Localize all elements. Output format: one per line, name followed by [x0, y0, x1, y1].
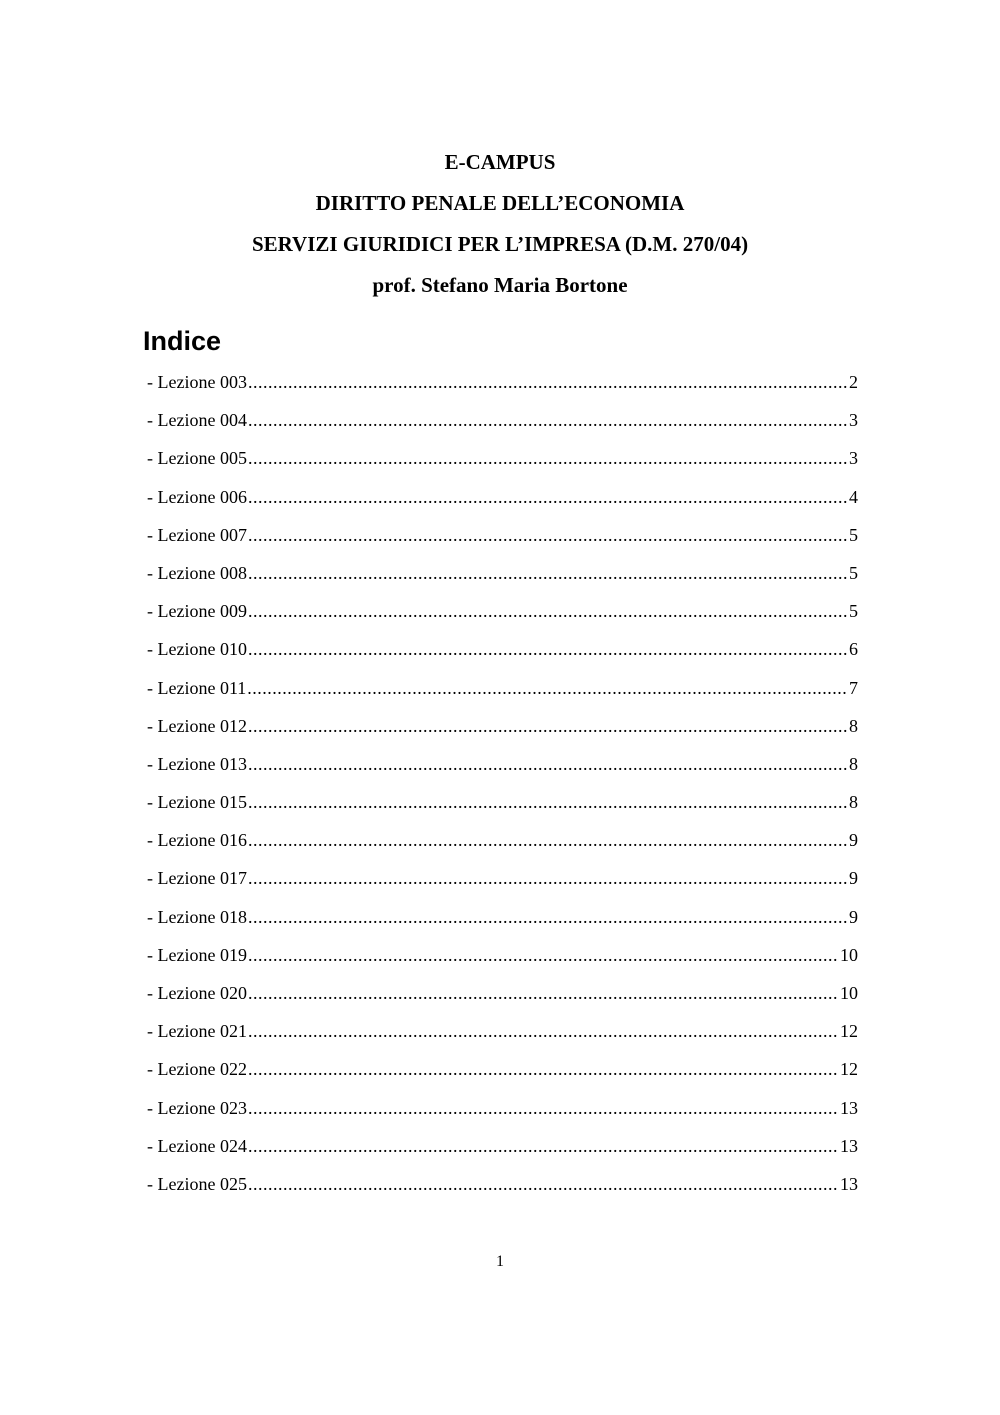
toc-dot-leader [248, 787, 848, 817]
toc-entry-page: 2 [849, 372, 858, 392]
degree-title: SERVIZI GIURIDICI PER L’IMPRESA (D.M. 270/04) [251, 232, 749, 256]
toc-entry[interactable] [147, 902, 858, 940]
toc-entry-page: 3 [849, 410, 858, 431]
toc-entry-page: 3 [849, 448, 858, 469]
toc-entry[interactable] [147, 978, 858, 1016]
toc-entry-page: 4 [849, 486, 858, 507]
toc-entry-page: 5 [849, 562, 858, 583]
toc-entry-label: - Lezione 006 [147, 486, 247, 507]
page-number: 1 [496, 1253, 504, 1270]
toc-entry-page: 8 [849, 792, 858, 813]
toc-dot-leader [248, 367, 848, 397]
toc-entry[interactable] [147, 1054, 858, 1092]
toc-entry-page: 9 [849, 906, 858, 927]
toc-entry-page: 5 [849, 601, 858, 622]
toc-entry-label: - Lezione 011 [147, 677, 247, 698]
toc-entry-page: 13 [840, 1135, 858, 1156]
toc-entry-label: - Lezione 007 [147, 524, 247, 545]
toc-dot-leader [248, 1016, 839, 1046]
toc-dot-leader [248, 482, 848, 512]
toc-dot-leader [248, 1093, 839, 1123]
toc-dot-leader [248, 1131, 839, 1161]
toc-entry[interactable] [147, 863, 858, 901]
toc-entry-page: 12 [840, 1059, 858, 1080]
toc-entry[interactable] [147, 596, 858, 634]
toc-entry[interactable] [147, 711, 858, 749]
toc-entry-page: 12 [840, 1021, 858, 1042]
toc-entry-label: - Lezione 022 [147, 1059, 247, 1080]
toc-entry-label: - Lezione 012 [147, 715, 247, 736]
toc-dot-leader [248, 940, 839, 970]
toc-dot-leader [248, 1054, 839, 1084]
toc-dot-leader [248, 825, 848, 855]
toc-dot-leader [248, 558, 848, 588]
toc-entry-page: 10 [840, 944, 858, 965]
toc-entry[interactable] [147, 673, 858, 711]
toc-entry-label: - Lezione 013 [147, 753, 247, 774]
toc-entry[interactable] [147, 443, 858, 481]
toc-entry[interactable] [147, 1093, 858, 1131]
toc-entry[interactable] [147, 405, 858, 443]
toc-entry[interactable] [147, 940, 858, 978]
toc-entry-page: 6 [849, 639, 858, 660]
toc-dot-leader [248, 863, 848, 893]
toc-entry-label: - Lezione 024 [147, 1135, 247, 1156]
toc-dot-leader [248, 596, 848, 626]
toc-entry-label: - Lezione 015 [147, 792, 247, 813]
toc-entry-page: 8 [849, 753, 858, 774]
toc-dot-leader [248, 1169, 839, 1199]
toc-entry-page: 9 [849, 868, 858, 889]
toc-entry-label: - Lezione 016 [147, 830, 247, 851]
toc-dot-leader [248, 520, 848, 550]
course-title: DIRITTO PENALE DELL’ECONOMIA [315, 191, 685, 215]
toc-entry-label: - Lezione 018 [147, 906, 247, 927]
toc-entry-page: 5 [849, 524, 858, 545]
toc-entry-label: - Lezione 009 [147, 601, 247, 622]
toc-entry-label: - Lezione 008 [147, 562, 247, 583]
toc-entry-page: 13 [840, 1173, 858, 1194]
toc-entry[interactable] [147, 1131, 858, 1169]
document-header [0, 142, 1000, 306]
toc-entry-label: - Lezione 017 [147, 868, 247, 889]
toc-entry[interactable] [147, 749, 858, 787]
toc-entry-page: 13 [840, 1097, 858, 1118]
toc-entry[interactable] [147, 558, 858, 596]
toc-entry-label: - Lezione 021 [147, 1021, 247, 1042]
toc-entry[interactable] [147, 367, 858, 405]
toc-entry-page: 10 [840, 983, 858, 1003]
toc-entry[interactable] [147, 825, 858, 863]
toc-entry-label: - Lezione 005 [147, 448, 247, 469]
toc-entry-page: 7 [849, 677, 858, 698]
toc-dot-leader [247, 673, 848, 703]
toc-entry-label: - Lezione 004 [147, 410, 247, 431]
toc-dot-leader [248, 749, 848, 779]
toc-entry[interactable] [147, 1169, 858, 1207]
toc-entry-page: 9 [849, 830, 858, 851]
table-of-contents [147, 367, 858, 1207]
toc-dot-leader [248, 443, 848, 473]
toc-title: Indice [143, 326, 222, 356]
toc-dot-leader [248, 711, 848, 741]
toc-entry-label: - Lezione 010 [147, 639, 247, 660]
toc-entry[interactable] [147, 787, 858, 825]
toc-dot-leader [248, 405, 848, 435]
toc-dot-leader [248, 902, 848, 932]
toc-dot-leader [248, 634, 848, 664]
toc-entry-label: - Lezione 019 [147, 944, 247, 965]
institution-title: E-CAMPUS [444, 150, 556, 174]
toc-entry-label: - Lezione 023 [147, 1097, 247, 1118]
toc-entry[interactable] [147, 634, 858, 672]
toc-entry-label: - Lezione 020 [147, 983, 247, 1003]
toc-entry-label: - Lezione 003 [147, 372, 247, 392]
toc-entry[interactable] [147, 1016, 858, 1054]
toc-entry[interactable] [147, 520, 858, 558]
toc-dot-leader [248, 978, 839, 1008]
professor-name: prof. Stefano Maria Bortone [372, 273, 628, 297]
toc-entry-label: - Lezione 025 [147, 1173, 247, 1194]
toc-entry[interactable] [147, 482, 858, 520]
toc-entry-page: 8 [849, 715, 858, 736]
